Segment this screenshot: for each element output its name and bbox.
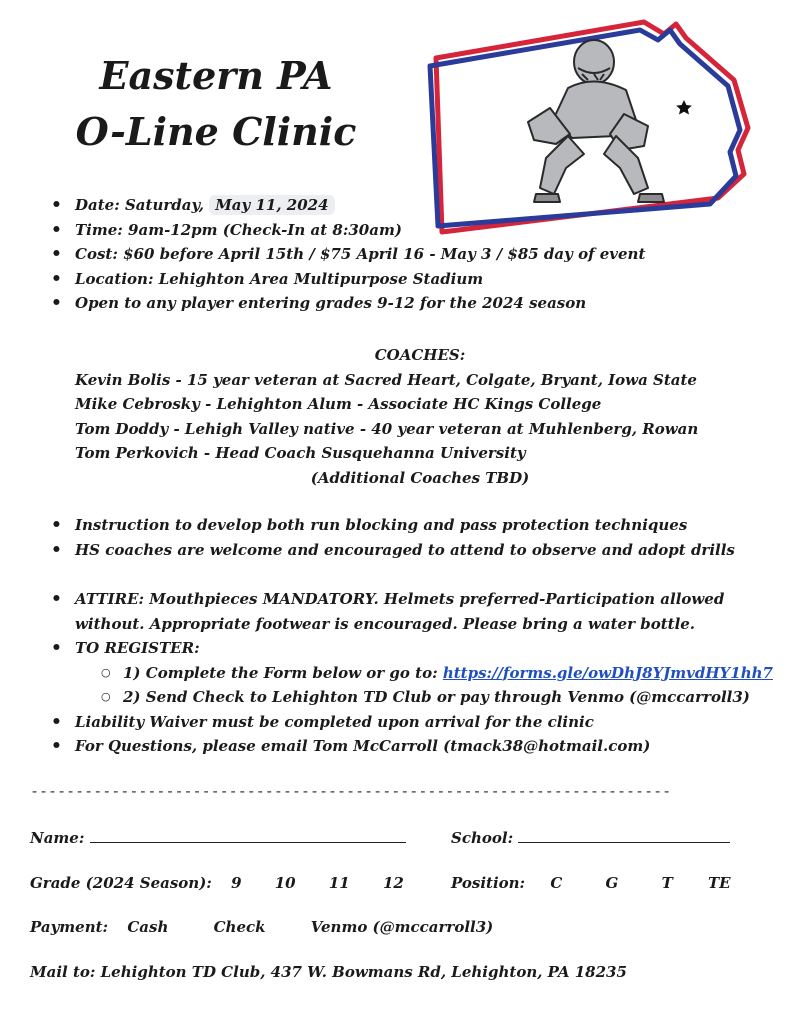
position-row <box>451 874 731 892</box>
grade-option[interactable]: 9 <box>231 874 242 892</box>
title-line-1: Eastern PA <box>99 53 333 98</box>
waiver-item: • Liability Waiver must be completed upon arrival for the clinic <box>48 710 788 735</box>
payment-row <box>30 918 493 936</box>
coaches-note: (Additional Coaches TBD) <box>310 468 530 487</box>
coach-line: Tom Doddy - Lehigh Valley native - 40 year veteran at Muhlenberg, Rowan <box>75 419 699 438</box>
instruction-item: • Instruction to develop both run blocking and pass protection techniques <box>48 513 788 538</box>
school-label: School: <box>451 829 514 847</box>
position-option[interactable]: G <box>605 874 619 892</box>
grade-label: Grade (2024 Season): <box>30 874 212 892</box>
registration-form-link[interactable]: https://forms.gle/owDhJ8YJmvdHY1hh7 <box>442 663 773 682</box>
info-list <box>48 587 788 759</box>
name-label: Name: <box>30 829 85 847</box>
location-item: • Location: Lehighton Area Multipurpose Stadium <box>48 267 788 292</box>
eligibility-item: • Open to any player entering grades 9-12 for the 2024 season <box>48 291 788 316</box>
register-step-2: ○ 2) Send Check to Lehighton TD Club or pay through Venmo (@mccarroll3) <box>101 685 788 710</box>
school-row <box>451 828 730 847</box>
grade-option[interactable]: 10 <box>274 874 296 892</box>
position-option[interactable]: C <box>550 874 563 892</box>
coaches-heading: COACHES: <box>374 346 466 364</box>
coach-line: Kevin Bolis - 15 year veteran at Sacred Heart, Colgate, Bryant, Iowa State <box>75 370 697 389</box>
flyer-title <box>60 48 372 160</box>
name-row <box>30 828 406 847</box>
position-label: Position: <box>451 874 526 892</box>
event-details <box>48 193 788 316</box>
cut-line-divider: ----------------------------------------------------------------------- <box>30 782 672 800</box>
name-field[interactable] <box>90 828 406 843</box>
position-option[interactable]: T <box>661 874 673 892</box>
payment-option[interactable]: Cash <box>127 918 169 936</box>
school-field[interactable] <box>518 828 730 843</box>
payment-option[interactable]: Venmo (@mccarroll3) <box>310 918 494 936</box>
payment-label: Payment: <box>30 918 109 936</box>
grade-row <box>30 874 404 892</box>
questions-item: • For Questions, please email Tom McCarroll (tmack38@hotmail.com) <box>48 734 788 759</box>
cost-item: • Cost: $60 before April 15th / $75 April 16 - May 3 / $85 day of event <box>48 242 788 267</box>
title-line-2: O-Line Clinic <box>75 109 357 154</box>
date-item: • Date: Saturday, May 11, 2024 <box>48 193 788 218</box>
coach-line: Mike Cebrosky - Lehighton Alum - Associate HC Kings College <box>75 395 602 413</box>
register-heading: TO REGISTER: <box>75 639 200 657</box>
payment-option[interactable]: Check <box>213 918 266 936</box>
register-step-1: ○ 1) Complete the Form below or go to: https://forms.gle/owDhJ8YJmvdHY1hh7 <box>101 661 788 686</box>
time-item: • Time: 9am-12pm (Check-In at 8:30am) <box>48 218 788 243</box>
instruction-item: • HS coaches are welcome and encouraged to attend to observe and adopt drills <box>48 538 788 563</box>
register-item <box>48 636 788 710</box>
grade-option[interactable]: 12 <box>382 874 404 892</box>
date-chip[interactable]: May 11, 2024 <box>209 195 334 215</box>
instruction-list <box>48 513 788 562</box>
grade-option[interactable]: 11 <box>328 874 350 892</box>
mail-address: Mail to: Lehighton TD Club, 437 W. Bowmans Rd, Lehighton, PA 18235 <box>30 963 627 981</box>
coach-line: Tom Perkovich - Head Coach Susquehanna University <box>75 444 526 462</box>
position-option[interactable]: TE <box>707 874 731 892</box>
register-steps <box>75 661 788 710</box>
coaches-section <box>75 343 775 490</box>
attire-item: • ATTIRE: Mouthpieces MANDATORY. Helmets preferred-Participation allowed without. Appropriate footwear is encouraged. Please bring a water bottle. <box>48 587 788 636</box>
